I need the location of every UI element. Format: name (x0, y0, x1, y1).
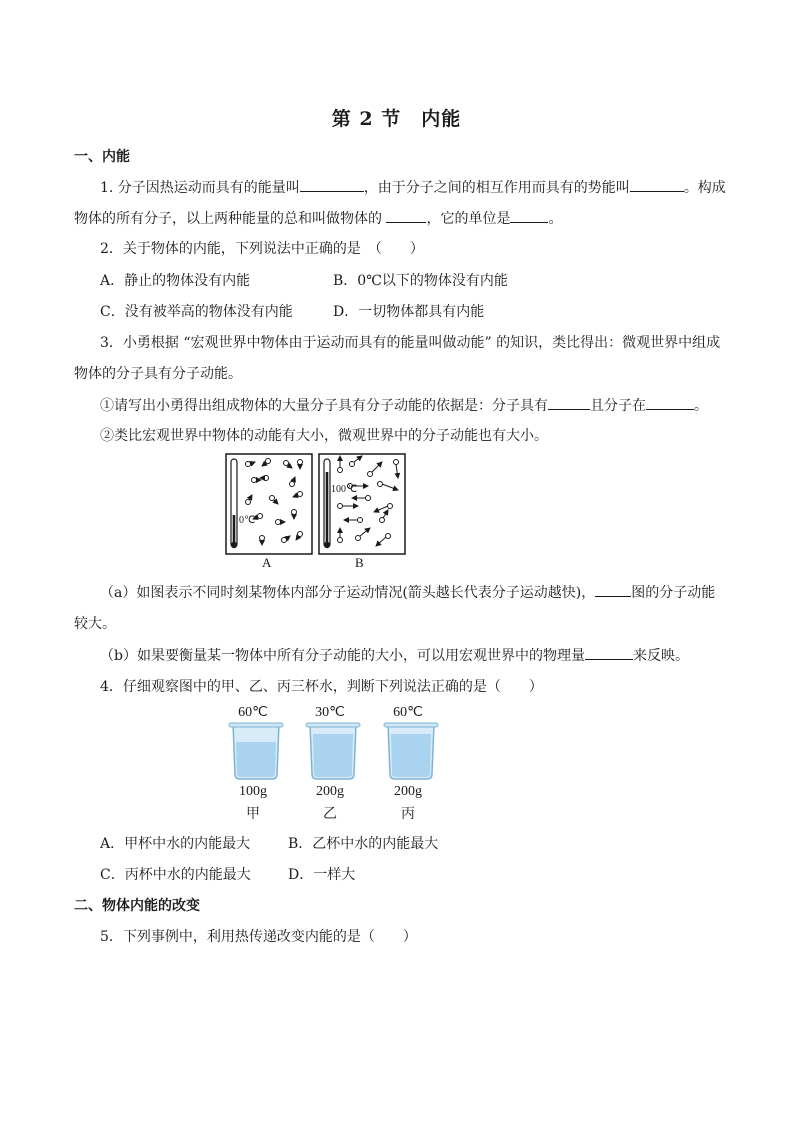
answer-blank[interactable] (386, 208, 426, 223)
question-1-line-2 (74, 208, 562, 228)
section-heading-internal-energy: 一、内能 (74, 149, 130, 165)
beaker-temp-bing: 60℃ (393, 705, 423, 720)
answer-blank[interactable] (585, 645, 633, 660)
beaker-mass-bing: 200g (394, 784, 422, 799)
beaker-mass-yi: 200g (316, 784, 344, 799)
figure-label-a: A (262, 555, 272, 570)
q3-a-text-2: 图的分子动能 (631, 585, 716, 601)
q1-text-a: 1. 分子因热运动而具有的能量叫 (100, 180, 300, 196)
answer-blank[interactable] (300, 177, 364, 192)
beakers-figure (225, 722, 465, 782)
molecule-motion-figure (220, 450, 420, 570)
q1-text-b: ，由于分子之间的相互作用而具有的势能叫 (363, 180, 630, 196)
answer-blank[interactable] (646, 395, 694, 410)
answer-blank[interactable] (548, 395, 590, 410)
beaker-icon (306, 723, 360, 779)
thermometer-icon (231, 459, 237, 548)
question-3-sub-2: ②类比宏观世界中物体的动能有大小，微观世界中的分子动能也有大小。 (100, 428, 548, 444)
answer-blank[interactable] (630, 177, 684, 192)
answer-blank[interactable] (595, 582, 631, 597)
q1-text-f: 。 (548, 211, 563, 227)
q1-text-d: 物体的所有分子，以上两种能量的总和叫做物体的 (74, 211, 387, 227)
option-d[interactable]: D．一切物体都具有内能 (333, 304, 485, 320)
question-3-line-2: 物体的分子具有分子动能。 (74, 366, 242, 382)
q3-b-text-2: 来反映。 (632, 648, 689, 664)
section-heading-change-internal-energy: 二、物体内能的改变 (74, 898, 200, 914)
question-5-stem: 5．下列事例中，利用热传递改变内能的是（ ） (100, 929, 417, 945)
option-d[interactable]: D．一样大 (288, 867, 356, 883)
question-1-line-1 (100, 177, 726, 197)
q3-a-text-1: （a）如图表示不同时刻某物体内部分子运动情况(箭头越长代表分子运动越快)， (100, 585, 596, 601)
beaker-name-yi: 乙 (323, 807, 337, 822)
temperature-a: 0℃ (239, 515, 256, 526)
q3-sub1-text-a: ①请写出小勇得出组成物体的大量分子具有分子动能的依据是：分子具有 (100, 398, 548, 414)
option-b[interactable]: B．0℃以下的物体没有内能 (333, 273, 508, 289)
option-c[interactable]: C．丙杯中水的内能最大 (100, 867, 251, 883)
beaker-name-jia: 甲 (246, 807, 260, 822)
beaker-icon (384, 723, 438, 779)
q3-sub1-text-b: 且分子在 (590, 398, 646, 414)
question-3-sub-1 (100, 395, 708, 415)
answer-blank[interactable] (510, 208, 548, 223)
question-2-stem: 2．关于物体的内能，下列说法中正确的是 （ ） (100, 241, 424, 257)
q3-sub1-text-c: 。 (694, 398, 708, 414)
beaker-temp-yi: 30℃ (315, 705, 345, 720)
beaker-icon (229, 723, 283, 779)
option-a[interactable]: A．甲杯中水的内能最大 (100, 836, 251, 852)
question-4-stem: 4．仔细观察图中的甲、乙、丙三杯水，判断下列说法正确的是（ ） (100, 679, 543, 695)
figure-label-b: B (355, 555, 364, 570)
q3-b-text-1: （b）如果要衡量某一物体中所有分子动能的大小，可以用宏观世界中的物理量 (100, 648, 585, 664)
beaker-mass-jia: 100g (239, 784, 267, 799)
beaker-temp-jia: 60℃ (238, 705, 268, 720)
question-3-part-b (100, 645, 689, 665)
question-3-part-a (100, 582, 715, 602)
q1-text-e: ，它的单位是 (426, 211, 511, 227)
temperature-b: 100℃ (331, 484, 358, 495)
question-3-line-1: 3．小勇根据 “宏观世界中物体由于运动而具有的能量叫做动能” 的知识，类比得出：微观世界中组成 (100, 335, 721, 351)
option-a[interactable]: A．静止的物体没有内能 (100, 273, 251, 289)
thermometer-icon (324, 459, 330, 548)
option-b[interactable]: B．乙杯中水的内能最大 (288, 836, 439, 852)
question-3-part-a-cont: 较大。 (74, 616, 116, 632)
option-c[interactable]: C．没有被举高的物体没有内能 (100, 304, 293, 320)
container-a (226, 454, 312, 554)
beaker-name-bing: 丙 (401, 807, 415, 822)
page-title: 第 2 节 内能 (331, 108, 462, 130)
q1-text-c: 。构成 (683, 180, 726, 196)
